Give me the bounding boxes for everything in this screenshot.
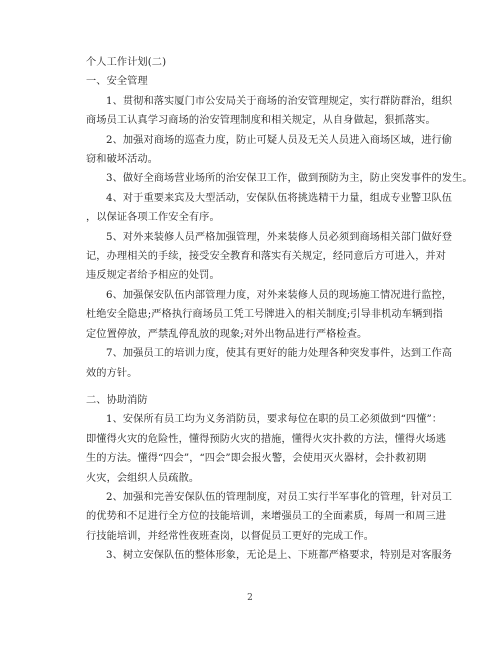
document-title: 个人工作计划(二) — [86, 57, 167, 68]
paragraph-line: 效的方针。 — [86, 367, 138, 379]
section-spacer — [86, 383, 428, 391]
section-heading: 一、安全管理 — [86, 76, 148, 88]
paragraph-first-line: 5、对外来装修人员严格加强管理，外来装修人员必须到商场相关部门做好登 — [106, 231, 453, 243]
paragraph-line: 商场员工认真学习商场的治安管理制度和相关规定，从自身做起，狠抓落实。 — [86, 115, 436, 127]
paragraph-first-line: 3、树立安保队伍的整体形象，无论是上、下班都严格要求，特别是对客服务 — [106, 550, 453, 562]
page-number: 2 — [247, 593, 253, 603]
paragraph-first-line: 1、安保所有员工均为义务消防员，要求每位在职的员工必须做到“四懂”： — [106, 414, 443, 426]
paragraph-first-line: 6、加强保安队伍内部管理力度，对外来装修人员的现场施工情况进行监控， — [106, 289, 453, 301]
paragraph-line: 窃和破坏活动。 — [86, 154, 159, 166]
paragraph-line: 杜绝安全隐患;严格执行商场员工凭工号牌进入的相关制度;引导非机动车辆到指 — [86, 309, 443, 321]
paragraph-line: ，以保证各项工作安全有序。 — [86, 212, 220, 224]
document-body — [86, 53, 473, 566]
paragraph-first-line: 2、加强对商场的巡查力度，防止可疑人员及无关人员进入商场区域，进行偷 — [106, 134, 453, 146]
paragraph-line: 行技能培训，并经常性夜班查岗，以督促员工更好的完成工作。 — [86, 530, 375, 542]
paragraph-first-line: 7、加强员工的培训力度，使其有更好的能力处理各种突发事件，达到工作高 — [106, 348, 453, 360]
paragraph-first-line: 2、加强和完善安保队伍的管理制度，对员工实行半军事化的管理，针对员工 — [106, 491, 453, 503]
section-heading: 二、协助消防 — [86, 394, 148, 406]
paragraph-line: 即懂得火灾的危险性，懂得预防火灾的措施，懂得火灾扑救的方法，懂得火场逃 — [86, 433, 447, 445]
paragraph-first-line: 3、做好全商场营业场所的治安保卫工作，做到预防为主，防止突发事件的发生。 — [106, 173, 473, 185]
paragraph-first-line: 1、贯彻和落实厦门市公安局关于商场的治安管理规定，实行群防群治，组织 — [106, 95, 453, 107]
paragraph-line: 违反规定者给予相应的处罚。 — [86, 270, 220, 282]
paragraph-line: 火灾，会组织人员疏散。 — [86, 472, 200, 484]
paragraph-line: 记，办理相关的手续，接受安全教育和落实有关规定，经同意后方可进入，并对 — [86, 251, 447, 263]
paragraph-line: 生的方法。懂得“四会”，“四会”即会报火警，会使用灭火器材，会扑救初期 — [86, 453, 427, 465]
paragraph-first-line: 4、对于重要来宾及大型活动，安保队伍将挑选精干力量，组成专业警卫队伍 — [106, 192, 453, 204]
paragraph-line: 定位置停放，严禁乱停乱放的现象;对外出物品进行严格检查。 — [86, 328, 368, 340]
paragraph-line: 的优势和不足进行全方位的技能培训，来增强员工的全面素质，每周一和周三进 — [86, 511, 447, 523]
